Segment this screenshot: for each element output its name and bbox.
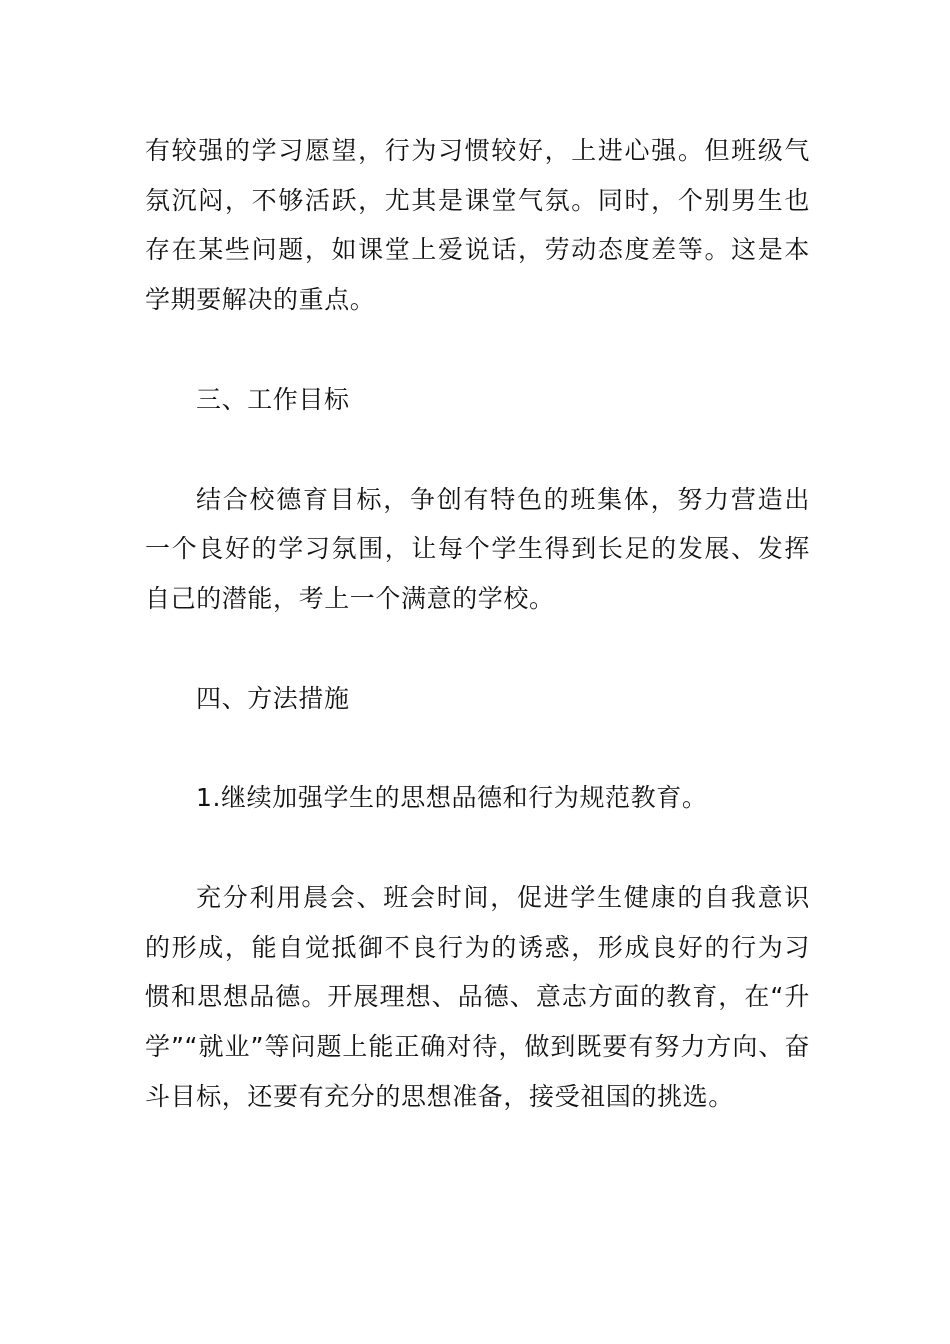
paragraph-spacer [145,723,810,773]
subsection-heading-moral-education: 1.继续加强学生的思想品德和行为规范教育。 [196,783,708,813]
paragraph-class-situation: 有较强的学习愿望，行为习惯较好，上进心强。但班级气氛沉闷，不够活跃，尤其是课堂气氛。同时，个别男生也存在某些问题，如课堂上爱说话，劳动态度差等。这是本学期要解决的重点。 [145,136,810,315]
section-heading-work-goals: 三、工作目标 [196,384,350,414]
paragraph-spacer [145,325,810,375]
paragraph-moral-education: 充分利用晨会、班会时间，促进学生健康的自我意识的形成，能自觉抵御不良行为的诱惑，形成良好的行为习惯和思想品德。开展理想、品德、意志方面的教育，在“升学”“就业”等问题上能正确对待，做到既要有努力方向、奋斗目标，还要有充分的思想准备，接受祖国的挑选。 [145,883,810,1111]
paragraph-spacer [145,624,810,674]
paragraph-spacer [145,425,810,475]
document-body [145,126,810,1122]
paragraph-spacer [145,823,810,873]
paragraph-work-goals: 结合校德育目标，争创有特色的班集体，努力营造出一个良好的学习氛围，让每个学生得到长足的发展、发挥自己的潜能，考上一个满意的学校。 [145,484,810,613]
section-heading-methods: 四、方法措施 [196,683,350,713]
